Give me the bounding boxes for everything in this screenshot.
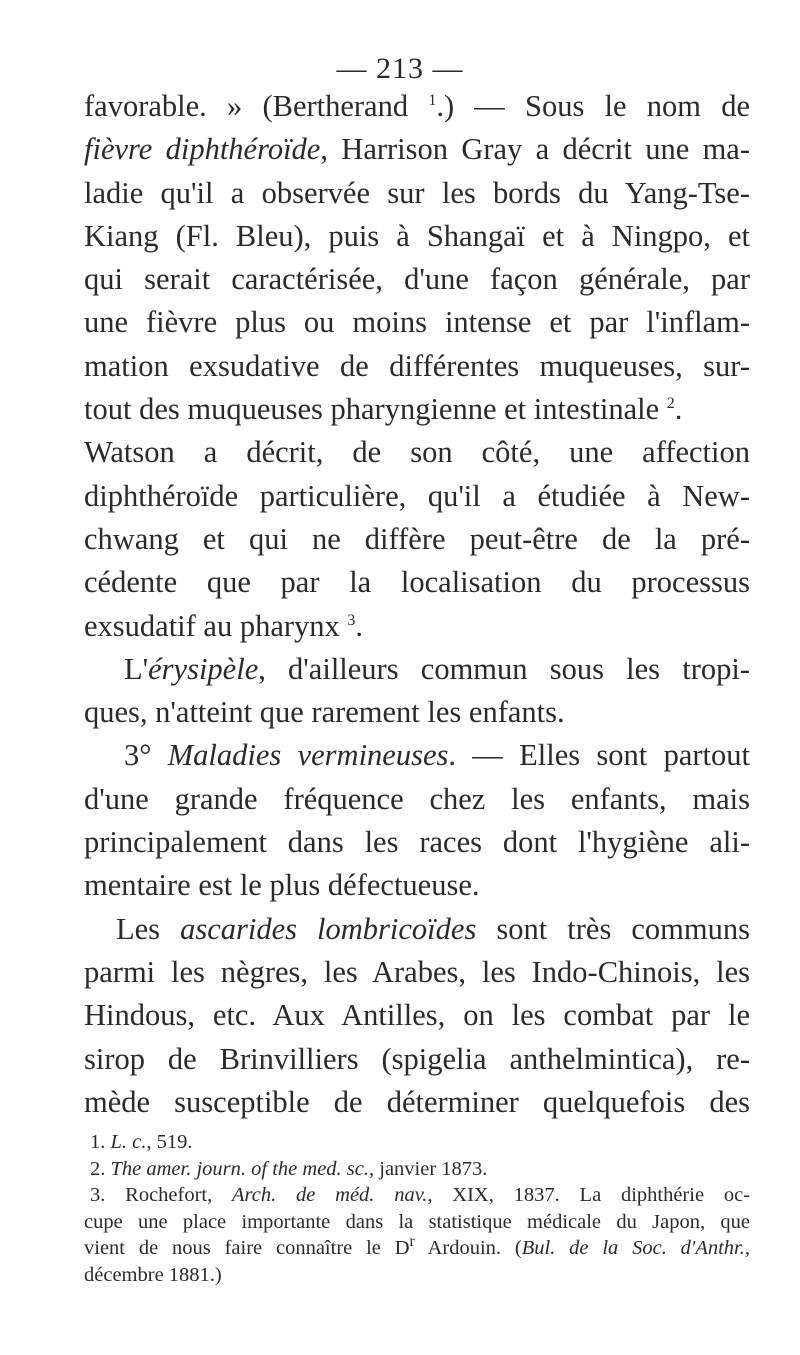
text-line: parmi les nègres, les Arabes, les Indo-Chinois, les [84,954,750,989]
footnote: 2. The amer. journ. of the med. sc., janvier 1873. [90,1157,488,1180]
text-line: mentaire est le plus défectueuse. [84,868,480,903]
text-line: qui serait caractérisée, d'une façon générale, par [84,262,750,297]
page-number: — 213 — [336,52,464,85]
text-line: principalement dans les races dont l'hygiène ali- [84,825,750,860]
text-line: chwang et qui ne diffère peut-être de la pré- [84,521,750,556]
text-line: une fièvre plus ou moins intense et par l'inflam- [84,305,750,340]
text-line: tout des muqueuses pharyngienne et intestinale $^2$. [84,392,683,427]
text-line: sirop de Brinvilliers (spigelia anthelmintica), re- [84,1041,750,1076]
text-line: Hindous, etc. Aux Antilles, on les combat par le [84,998,750,1033]
text-line: cédente que par la localisation du processus [84,565,750,600]
text-line: favorable. » (Bertherand $^1$.) — Sous le nom de [84,89,750,123]
footnote: 1. L. c., 519. [90,1131,193,1153]
footnote-ref: 2 [666,394,675,412]
footnote-line: décembre 1881.) [84,1263,222,1286]
footnote-ref: 1 [428,91,437,109]
text-line: Watson a décrit, de son côté, une affection [84,435,750,470]
italic-term: fièvre diphthéroïde [84,132,321,167]
main-text [84,85,750,1124]
footnote-line: vient de nous faire connaître le $D^r$ Ardouin. (Bul. de la Soc. d'Anthr., [84,1233,750,1259]
footnote-ref: 3 [347,611,356,629]
text-line: ladie qu'il a observée sur les bords du Yang-Tse- [84,175,750,210]
text-line: exsudatif au pharynx $^3$. [84,608,364,643]
text-line: L'érysipèle, d'ailleurs commun sous les tropi- [124,651,750,686]
text-line: Les ascarides lombricoïdes sont très communs [116,911,750,946]
italic-term: érysipèle [148,651,259,686]
text-line: d'une grande fréquence chez les enfants, mais [84,781,750,816]
text-line: diphthéroïde particulière, qu'il a étudiée à New- [84,478,750,513]
text-line: fièvre diphthéroïde, Harrison Gray a décrit une ma- [84,132,750,167]
section-heading: Maladies vermineuses [167,738,449,773]
footnote: 3. Rochefort, Arch. de méd. nav., XIX, 1837. La diphthérie oc- [90,1184,750,1206]
text-line: mation exsudative de différentes muqueuses, sur- [84,348,750,383]
footnotes [84,1129,750,1288]
text-line: ques, n'atteint que rarement les enfants. [84,695,565,730]
text-line: mède susceptible de déterminer quelquefois des [84,1084,750,1119]
italic-term: ascarides lombricoïdes [180,911,477,946]
footnote-line: cupe une place importante dans la statistique médicale du Japon, que [84,1210,750,1233]
text-line: 3° Maladies vermineuses. — Elles sont partout [124,738,750,773]
text-line: Kiang (Fl. Bleu), puis à Shangaï et à Ningpo, et [84,218,750,253]
